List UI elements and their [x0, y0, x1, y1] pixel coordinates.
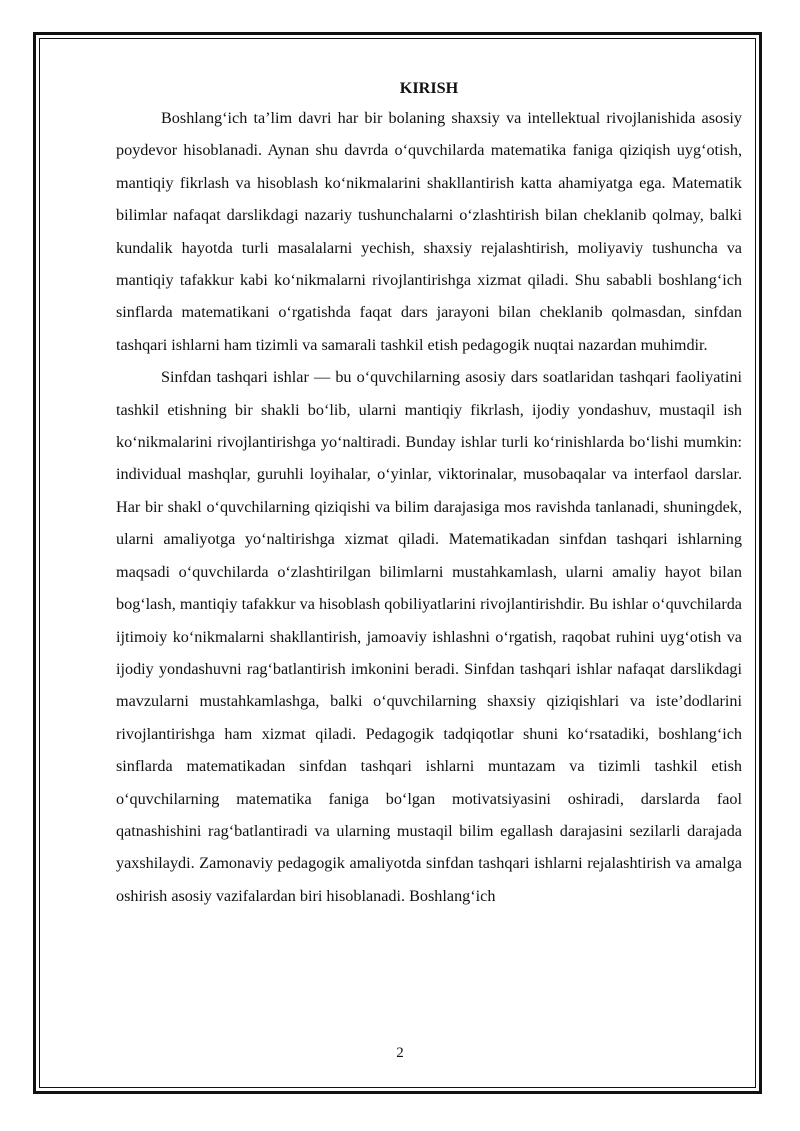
page-number: 2 [396, 1045, 404, 1061]
paragraph-extracurricular: Sinfdan tashqari ishlar — bu o‘quvchilarning asosiy dars soatlaridan tashqari faoliyatini tashkil etishning bir shakli bo‘lib, ularni mantiqiy fikrlash, ijodiy yondashuv, mustaqil ish ko‘nikmalarini rivojlantirishga yo‘naltiradi. Bunday ishlar turli ko‘rinishlarda bo‘lishi mumkin: individual mashqlar, guruhli loyihalar, o‘yinlar, viktorinalar, musobaqalar va interfaol darslar. Har bir shakl o‘quvchilarning qiziqishi va bilim darajasiga mos ravishda tanlanadi, shuningdek, ularni amaliyotga yo‘naltirishga xizmat qiladi. Matematikadan sinfdan tashqari ishlarning maqsadi o‘quvchilarda o‘zlashtirilgan bilimlarni mustahkamlash, ularni amaliy hayot bilan bog‘lash, mantiqiy tafakkur va hisoblash qobiliyatlarini rivojlantirishdir. Bu ishlar o‘quvchilarda ijtimoiy ko‘nikmalarni shakllantirish, jamoaviy ishlashni o‘rgatish, raqobat ruhini uyg‘otish va ijodiy yondashuvni rag‘batlantirish imkonini beradi. Sinfdan tashqari ishlar nafaqat darslikdagi mavzularni mustahkamlashga, balki o‘quvchilarning shaxsiy qiziqishlari va iste’dodlarini rivojlantirishga ham xizmat qiladi. Pedagogik tadqiqotlar shuni ko‘rsatadiki, boshlang‘ich sinflarda matematikadan sinfdan tashqari ishlarni muntazam va tizimli tashkil etish o‘quvchilarning matematika faniga bo‘lgan motivatsiyasini oshiradi, darslarda faol qatnashishini rag‘batlantiradi va ularning mustaqil bilim egallash darajasini sezilarli darajada yaxshilaydi. Zamonaviy pedagogik amaliyotda sinfdan tashqari ishlarni rejalashtirish va amalga oshirish asosiy vazifalardan biri hisoblanadi. Boshlang‘ich [116, 368, 742, 905]
paragraph-introduction: Boshlang‘ich ta’lim davri har bir bolaning shaxsiy va intellektual rivojlanishida asosiy poydevor hisoblanadi. Aynan shu davrda o‘quvchilarda matematika faniga qiziqish uyg‘otish, mantiqiy fikrlash va hisoblash ko‘nikmalarini shakllantirish katta ahamiyatga ega. Matematik bilimlar nafaqat darslikdagi nazariy tushunchalarni o‘zlashtirish bilan cheklanib qolmay, balki kundalik hayotda turli masalalarni yechish, shaxsiy rejalashtirish, moliyaviy tushuncha va mantiqiy tafakkur kabi ko‘nikmalarni rivojlantirishga xizmat qiladi. Shu sababli boshlang‘ich sinflarda matematikani o‘rgatishda faqat dars jarayoni bilan cheklanib qolmasdan, sinfdan tashqari ishlarni ham tizimli va samarali tashkil etish pedagogik nuqtai nazardan muhimdir. [116, 109, 742, 354]
document-title: KIRISH [399, 79, 459, 97]
document-body [116, 74, 742, 912]
